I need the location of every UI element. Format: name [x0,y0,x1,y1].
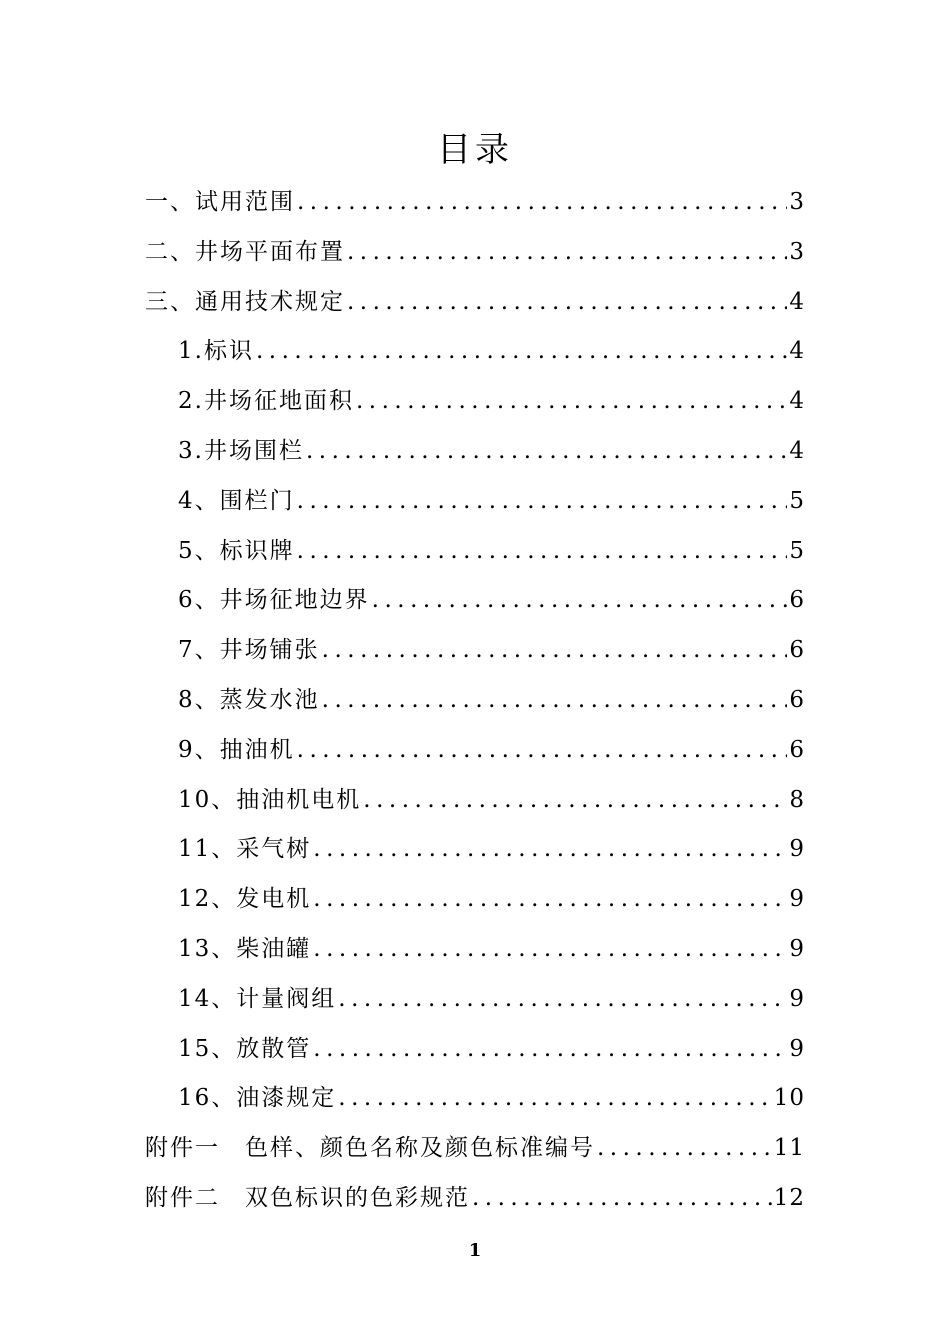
toc-dot-leader [322,626,788,676]
toc-entry-page: 3 [789,189,805,215]
toc-dot-leader [363,776,787,826]
toc-entry[interactable] [145,1074,805,1124]
toc-title: 目录 [437,130,513,170]
toc-entry[interactable] [145,228,805,278]
toc-dot-leader [347,228,787,278]
toc-entry-page: 4 [789,388,805,415]
toc-entry[interactable] [145,377,805,427]
toc-dot-leader [372,576,788,626]
toc-entry-text: 7、井场铺张 [178,637,320,664]
toc-entry[interactable] [145,626,805,676]
toc-dot-leader [297,527,788,577]
toc-dot-leader [313,875,787,925]
toc-entry-page: 10 [773,1085,805,1112]
toc-entry[interactable] [145,178,805,228]
toc-entry-page: 4 [789,437,805,464]
toc-dot-leader [256,327,787,377]
toc-entry[interactable] [145,925,805,975]
toc-entry[interactable] [145,327,805,377]
toc-entry[interactable] [145,676,805,726]
toc-entry-text: 13、柴油罐 [178,935,312,962]
toc-list [145,178,805,1224]
toc-entry-page: 6 [789,686,805,713]
toc-entry-text: 附件二 双色标识的色彩规范 [145,1184,470,1211]
toc-entry-text: 2.井场征地面积 [178,388,354,415]
toc-entry-page: 6 [789,637,805,664]
toc-entry-text: 5、标识牌 [178,537,295,564]
toc-entry-page: 12 [773,1184,805,1211]
toc-entry-text: 15、放散管 [178,1035,312,1062]
toc-entry-text: 一、试用范围 [145,189,295,215]
toc-dot-leader [313,925,787,975]
toc-entry[interactable] [145,776,805,826]
toc-entry[interactable] [145,477,805,527]
toc-entry-page: 6 [789,736,805,763]
toc-dot-leader [313,1025,787,1075]
toc-entry[interactable] [145,427,805,477]
toc-entry[interactable] [145,278,805,328]
toc-dot-leader [597,1124,772,1174]
toc-entry-text: 14、计量阀组 [178,985,337,1012]
toc-entry-text: 三、通用技术规定 [145,288,345,315]
toc-dot-leader [313,825,787,875]
toc-entry[interactable] [145,1124,805,1174]
toc-dot-leader [338,975,787,1025]
toc-entry-page: 9 [789,935,805,962]
toc-entry-page: 9 [789,1035,805,1062]
toc-entry-page: 11 [773,1135,805,1162]
toc-entry-text: 8、蒸发水池 [178,686,320,713]
toc-dot-leader [297,477,788,527]
toc-entry-text: 1.标识 [178,338,254,365]
toc-entry-text: 附件一 色样、颜色名称及颜色标准编号 [145,1135,595,1162]
toc-dot-leader [297,178,787,228]
toc-dot-leader [338,1074,771,1124]
toc-dot-leader [297,726,788,776]
toc-entry-text: 二、井场平面布置 [145,238,345,265]
toc-entry[interactable] [145,527,805,577]
toc-entry-text: 3.井场围栏 [178,437,304,464]
toc-entry-page: 5 [789,537,805,564]
toc-entry-page: 9 [789,985,805,1012]
toc-dot-leader [306,427,787,477]
toc-dot-leader [322,676,788,726]
toc-entry[interactable] [145,975,805,1025]
toc-entry-page: 3 [789,238,805,265]
toc-entry-text: 11、采气树 [178,836,312,863]
toc-entry[interactable] [145,875,805,925]
toc-entry-page: 6 [789,587,805,614]
toc-entry-text: 12、发电机 [178,886,312,913]
toc-entry-page: 9 [789,836,805,863]
toc-dot-leader [472,1174,772,1224]
toc-entry-page: 4 [789,288,805,315]
toc-entry-page: 4 [789,338,805,365]
toc-entry[interactable] [145,576,805,626]
toc-entry-text: 10、抽油机电机 [178,786,362,813]
toc-entry-text: 4、围栏门 [178,487,295,514]
toc-entry[interactable] [145,825,805,875]
toc-entry[interactable] [145,1174,805,1224]
toc-entry[interactable] [145,1025,805,1075]
toc-dot-leader [356,377,787,427]
toc-entry-page: 8 [789,786,805,813]
toc-entry-page: 9 [789,886,805,913]
toc-entry[interactable] [145,726,805,776]
page-number: 1 [468,1240,482,1261]
toc-entry-text: 9、抽油机 [178,736,295,763]
toc-entry-text: 6、井场征地边界 [178,587,370,614]
toc-dot-leader [347,278,787,328]
toc-entry-page: 5 [789,487,805,514]
toc-entry-text: 16、油漆规定 [178,1085,337,1112]
